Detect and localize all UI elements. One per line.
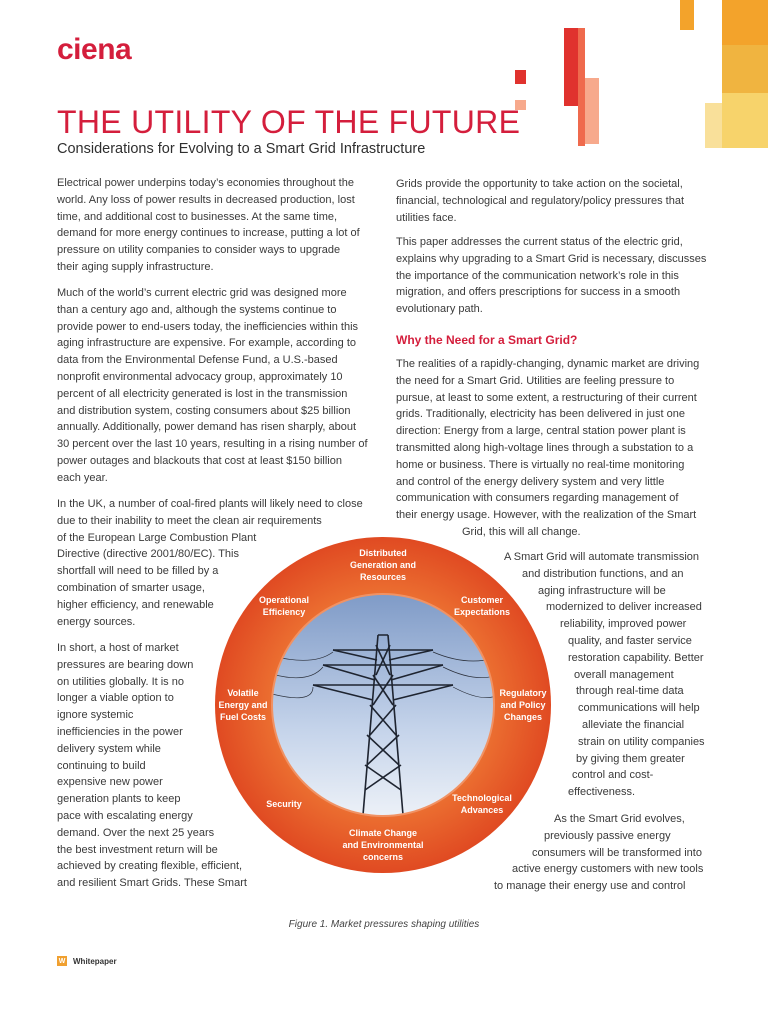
decor-bar bbox=[680, 0, 694, 30]
text-line: The realities of a rapidly-changing, dynamic market are driving bbox=[396, 358, 700, 370]
segment-label-line: Customer bbox=[460, 595, 504, 606]
text-line: strain on utility companies bbox=[578, 735, 705, 748]
text-line: pace with escalating energy bbox=[57, 809, 193, 822]
text-line: evolutionary path. bbox=[396, 303, 483, 316]
text-line: provide power to end-users today, the inefficiencies within this bbox=[57, 320, 359, 333]
text-line: A Smart Grid will automate transmission bbox=[504, 551, 700, 563]
text-line: nonprofit environmental advocacy group, approximately 10 bbox=[57, 370, 343, 383]
decor-bar bbox=[585, 78, 599, 144]
right-paragraph-1 bbox=[396, 176, 684, 226]
segment-label-line: and Environmental bbox=[342, 840, 424, 850]
segment-label-line: Resources bbox=[359, 572, 407, 582]
text-line: pressures are bearing down bbox=[57, 658, 194, 671]
text-line: migration, and offers prescriptions for success in a smooth bbox=[396, 286, 681, 299]
text-line: direction: Energy from a large, central station power plant is bbox=[396, 425, 686, 438]
page-title: THE UTILITY OF THE FUTURE bbox=[57, 104, 521, 140]
text-line: communication with consumers regarding management of bbox=[396, 492, 679, 505]
text-line: alleviate the financial bbox=[582, 718, 685, 731]
left-paragraph-2 bbox=[57, 285, 368, 487]
text-line: to manage their energy use and control bbox=[494, 880, 686, 893]
text-line: Electrical power underpins today’s economies throughout the bbox=[57, 177, 354, 189]
text-line: the need for a Smart Grid. Utilities are feeling pressure to bbox=[396, 374, 675, 387]
text-line: achieved by creating flexible, efficient, bbox=[57, 860, 243, 873]
text-line: Grid, this will all change. bbox=[462, 525, 581, 538]
text-line: utilities face. bbox=[396, 211, 457, 224]
text-line: In short, a host of market bbox=[57, 642, 179, 654]
text-line: In the UK, a number of coal-fired plants will likely need to close bbox=[57, 498, 363, 510]
right-paragraph-2 bbox=[396, 234, 706, 318]
text-line: As the Smart Grid evolves, bbox=[554, 813, 685, 825]
text-line: power outages and blackouts that cost at least $150 billion bbox=[57, 454, 342, 467]
text-line: and control of the energy delivery system and very little bbox=[396, 475, 665, 488]
decor-bar bbox=[722, 93, 768, 148]
text-line: 30 percent over the last 10 years, resulting in a rising number of bbox=[57, 438, 368, 451]
text-line: pursue, at least to some extent, a restructuring of their current bbox=[396, 391, 697, 404]
ciena-logo: ciena bbox=[57, 33, 132, 66]
text-line: delivery system while bbox=[57, 742, 161, 755]
text-line: transmitted along high-voltage lines through a substation to a bbox=[396, 441, 694, 454]
text-line: effectiveness. bbox=[568, 786, 636, 799]
text-line: This paper addresses the current status of the electric grid, bbox=[396, 236, 683, 248]
segment-label-line: concerns bbox=[362, 852, 404, 862]
decor-bar bbox=[578, 28, 585, 146]
decor-bar bbox=[564, 28, 578, 106]
text-line: grids. Traditionally, electricity has been delivered in just one bbox=[396, 408, 686, 421]
text-line: continuing to build bbox=[57, 759, 146, 772]
decor-bar bbox=[722, 45, 768, 93]
text-line: restoration capability. Better bbox=[568, 651, 704, 664]
text-line: combination of smarter usage, bbox=[57, 581, 205, 594]
text-line: demand for more energy continues to increase, putting a lot of bbox=[57, 227, 360, 240]
footer bbox=[57, 956, 117, 966]
text-line: world. Any loss of power results in decreased production, lost bbox=[57, 193, 355, 206]
segment-label-line: Operational bbox=[258, 595, 310, 606]
segment-label bbox=[499, 688, 546, 722]
figure-caption: Figure 1. Market pressures shaping utilities bbox=[288, 919, 480, 930]
text-line: the best investment return will be bbox=[57, 843, 218, 856]
footer-label: Whitepaper bbox=[73, 956, 117, 966]
segment-label-line: Fuel Costs bbox=[219, 712, 267, 722]
text-line: reliability, improved power bbox=[560, 618, 687, 631]
decor-bar bbox=[515, 70, 526, 84]
segment-label-line: Efficiency bbox=[262, 607, 306, 618]
text-line: ignore systemic bbox=[57, 709, 134, 722]
text-line: control and cost- bbox=[572, 769, 654, 782]
segment-label-line: Changes bbox=[503, 712, 543, 722]
text-line: each year. bbox=[57, 471, 108, 484]
text-line: communications will help bbox=[578, 702, 700, 715]
decor-bar bbox=[705, 103, 722, 148]
left-paragraph-1 bbox=[57, 175, 360, 276]
text-line: longer a viable option to bbox=[57, 692, 174, 705]
segment-label-line: Generation and bbox=[349, 560, 417, 570]
text-line: percent of all electricity generated is lost in the transmission bbox=[57, 387, 348, 400]
text-line: Directive (directive 2001/80/EC). This bbox=[57, 548, 239, 561]
decor-bar bbox=[722, 0, 768, 45]
segment-label-line: Volatile bbox=[227, 688, 259, 698]
text-line: data from the Environmental Defense Fund, a U.S.-based bbox=[57, 354, 338, 367]
text-line: through real-time data bbox=[576, 685, 684, 698]
text-line: and distribution system, costing consumers about $25 billion bbox=[57, 404, 351, 417]
text-line: Much of the world’s current electric grid was designed more bbox=[57, 287, 347, 299]
text-line: overall management bbox=[574, 668, 674, 681]
text-line: demand. Over the next 25 years bbox=[57, 826, 215, 839]
text-line: higher efficiency, and renewable bbox=[57, 598, 214, 611]
whitepaper-badge: W bbox=[58, 957, 66, 965]
segment-label bbox=[266, 799, 302, 809]
text-line: annually. Additionally, power demand has risen sharply, about bbox=[57, 421, 357, 434]
text-line: previously passive energy bbox=[544, 829, 671, 842]
market-pressures-diagram bbox=[213, 535, 553, 875]
text-line: than a century ago and, although the systems continue to bbox=[57, 303, 337, 316]
text-line: of the European Large Combustion Plant bbox=[57, 531, 257, 544]
text-line: by giving them greater bbox=[576, 752, 685, 765]
text-line: and distribution functions, and an bbox=[522, 567, 684, 580]
segment-label-line: Regulatory bbox=[499, 688, 547, 698]
text-line: the importance of the communication network’s role in this bbox=[396, 269, 679, 282]
text-line: their energy usage. However, with the realization of the Smart bbox=[396, 509, 697, 522]
segment-label-line: Climate Change bbox=[348, 828, 418, 838]
text-line: their aging supply infrastructure. bbox=[57, 260, 214, 273]
segment-label-line: Security bbox=[266, 798, 302, 809]
text-line: energy sources. bbox=[57, 615, 136, 628]
text-line: pressure on utility companies to consider ways to upgrade bbox=[57, 244, 341, 257]
segment-label-line: and Policy bbox=[500, 700, 546, 710]
segment-label-line: Distributed bbox=[359, 548, 407, 558]
text-line: financial, technological and regulatory/policy pressures that bbox=[396, 194, 684, 207]
segment-label-line: Advances bbox=[460, 804, 504, 815]
right-paragraph-3 bbox=[396, 356, 699, 541]
text-line: aging infrastructure are expensive. For example, according to bbox=[57, 337, 356, 350]
text-line: expensive new power bbox=[57, 776, 163, 789]
text-line: aging infrastructure will be bbox=[538, 584, 666, 597]
text-line: generation plants to keep bbox=[57, 793, 181, 806]
text-line: modernized to deliver increased bbox=[546, 601, 702, 614]
text-line: time, and additional cost to businesses. At the same time, bbox=[57, 210, 338, 223]
text-line: consumers will be transformed into bbox=[532, 846, 702, 859]
text-line: shortfall will need to be filled by a bbox=[57, 565, 219, 578]
segment-label-line: Technological bbox=[452, 792, 512, 803]
segment-label-line: Expectations bbox=[453, 607, 511, 618]
text-line: home or business. There is virtually no real-time monitoring bbox=[396, 458, 685, 471]
text-line: and resilient Smart Grids. These Smart bbox=[57, 877, 247, 890]
text-line: quality, and faster service bbox=[568, 634, 692, 647]
text-line: active energy customers with new tools bbox=[512, 863, 704, 876]
text-line: on utilities globally. It is no bbox=[57, 675, 184, 688]
text-line: explains why upgrading to a Smart Grid is necessary, discusses bbox=[396, 252, 707, 265]
page-subtitle: Considerations for Evolving to a Smart Grid Infrastructure bbox=[57, 141, 426, 157]
text-line: Grids provide the opportunity to take action on the societal, bbox=[396, 178, 683, 190]
segment-label-line: Energy and bbox=[218, 700, 268, 710]
text-line: inefficiencies in the power bbox=[57, 725, 183, 738]
section-heading: Why the Need for a Smart Grid? bbox=[396, 333, 578, 347]
text-line: due to their inability to meet the clean air requirements bbox=[57, 514, 322, 527]
